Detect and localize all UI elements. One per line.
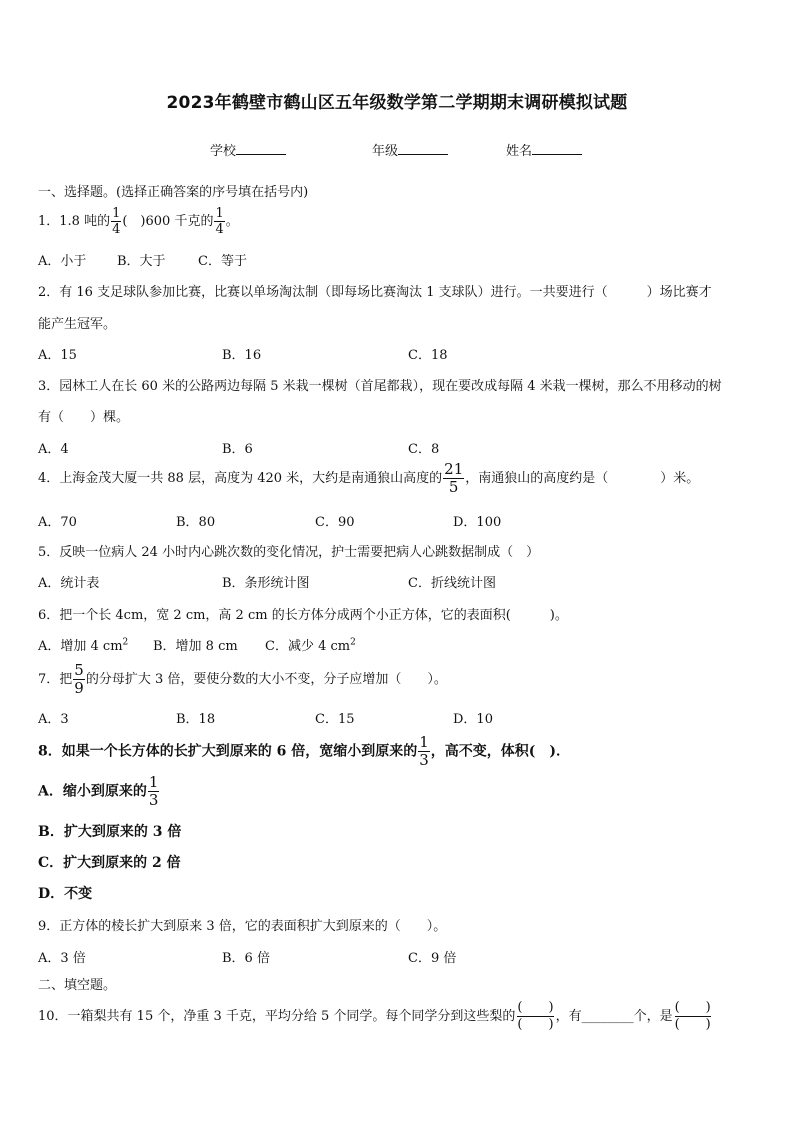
question-5: 5．反映一位病人 24 小时内心跳次数的变化情况，护士需要把病人心跳数据制成（ ） <box>38 545 540 560</box>
question-4: 4．上海金茂大厦一共 88 层，高度为 420 米，大约是南通狼山高度的 $\frac{21}{5}$ ，南通狼山的高度约是（ ）米。 <box>38 460 700 496</box>
option: A．3 <box>38 712 69 727</box>
option: B．18 <box>176 712 216 727</box>
option: B．6 倍 <box>222 951 270 966</box>
option: D．100 <box>453 515 502 530</box>
blank-line <box>236 142 286 155</box>
question-9: 9．正方体的棱长扩大到原来 3 倍，它的表面积扩大到原来的（ ）。 <box>38 919 447 934</box>
option: B．大于 <box>117 254 166 269</box>
option: A．15 <box>38 348 77 363</box>
blank-fraction: ( ) ( ) <box>517 1000 554 1032</box>
fraction: $\frac{1}{4}$ <box>215 206 224 237</box>
name-field: 姓名 <box>506 140 582 159</box>
option: C．折线统计图 <box>408 576 496 591</box>
fraction: $\frac{5}{9}$ <box>74 661 84 697</box>
option: C．等于 <box>198 254 247 269</box>
option: B．扩大到原来的 3 倍 <box>38 824 182 840</box>
page-title: 2023年鹤壁市鹤山区五年级数学第二学期期末调研模拟试题 <box>166 93 628 113</box>
grade-field: 年级 <box>372 140 448 159</box>
blank-line <box>398 142 448 155</box>
section-heading-fill: 二、填空题。 <box>38 978 117 993</box>
option: B．条形统计图 <box>222 576 310 591</box>
option: C．扩大到原来的 2 倍 <box>38 855 181 871</box>
option: A．70 <box>38 515 77 530</box>
option: A．3 倍 <box>38 951 86 966</box>
option: A．增加 4 $cm^2$ <box>38 637 129 654</box>
fraction: $\frac{1}{3}$ <box>419 733 429 769</box>
blank-fraction: ( ) ( ) <box>674 1000 711 1032</box>
option: B．80 <box>176 515 216 530</box>
option: B．增加 8 cm <box>153 639 238 654</box>
option: A．缩小到原来的 $\frac{1}{3}$ <box>38 773 159 809</box>
question-2-continued: 能产生冠军。 <box>38 317 117 332</box>
option: C．15 <box>315 712 355 727</box>
question-3-continued: 有（ ）棵。 <box>38 410 130 425</box>
question-3: 3．园林工人在长 60 米的公路两边每隔 5 米栽一棵树（首尾都栽），现在要改成每隔 4 米栽一棵树，那么不用移动的树 <box>38 379 722 394</box>
question-1: 1．1.8 吨的 $\frac{1}{4}$ ( )600 千克的 $\frac{1}{4}$ 。 <box>38 206 239 237</box>
option: A．统计表 <box>38 576 100 591</box>
fraction: $\frac{1}{4}$ <box>112 206 121 237</box>
fraction: $\frac{21}{5}$ <box>444 460 464 496</box>
blank-line <box>532 142 582 155</box>
question-2: 2．有 16 支足球队参加比赛，比赛以单场淘汰制（即每场比赛淘汰 1 支球队）进行。一共要进行（ ）场比赛才 <box>38 285 712 300</box>
option: B．16 <box>222 348 262 363</box>
option: C．9 倍 <box>408 951 457 966</box>
option: D．不变 <box>38 886 93 902</box>
option: A．4 <box>38 442 69 457</box>
option: B．6 <box>222 442 253 457</box>
option: C．18 <box>408 348 448 363</box>
school-field: 学校 <box>210 140 286 159</box>
option: C．90 <box>315 515 355 530</box>
option: D．10 <box>453 712 493 727</box>
option: C．8 <box>408 442 440 457</box>
question-7: 7．把 $\frac{5}{9}$ 的分母扩大 3 倍，要使分数的大小不变，分子应增加（ ）。 <box>38 661 447 697</box>
option: A．小于 <box>38 254 87 269</box>
fraction: $\frac{1}{3}$ <box>148 773 159 809</box>
question-6: 6．把一个长 4cm，宽 2 cm，高 2 cm 的长方体分成两个小正方体，它的表面积( )。 <box>38 608 568 623</box>
section-heading-choice: 一、选择题。(选择正确答案的序号填在括号内) <box>38 185 309 200</box>
option: C．减少 4 $cm^2$ <box>265 637 356 654</box>
question-8: 8．如果一个长方体的长扩大到原来的 6 倍，宽缩小到原来的 $\frac{1}{3}$ ，高不变，体积( )． <box>38 733 571 769</box>
question-10: 10．一箱梨共有 15 个，净重 3 千克，平均分给 5 个同学。每个同学分到这些梨的 ( ) ( ) ，有________个，是 ( ) ( ) <box>38 1000 711 1032</box>
